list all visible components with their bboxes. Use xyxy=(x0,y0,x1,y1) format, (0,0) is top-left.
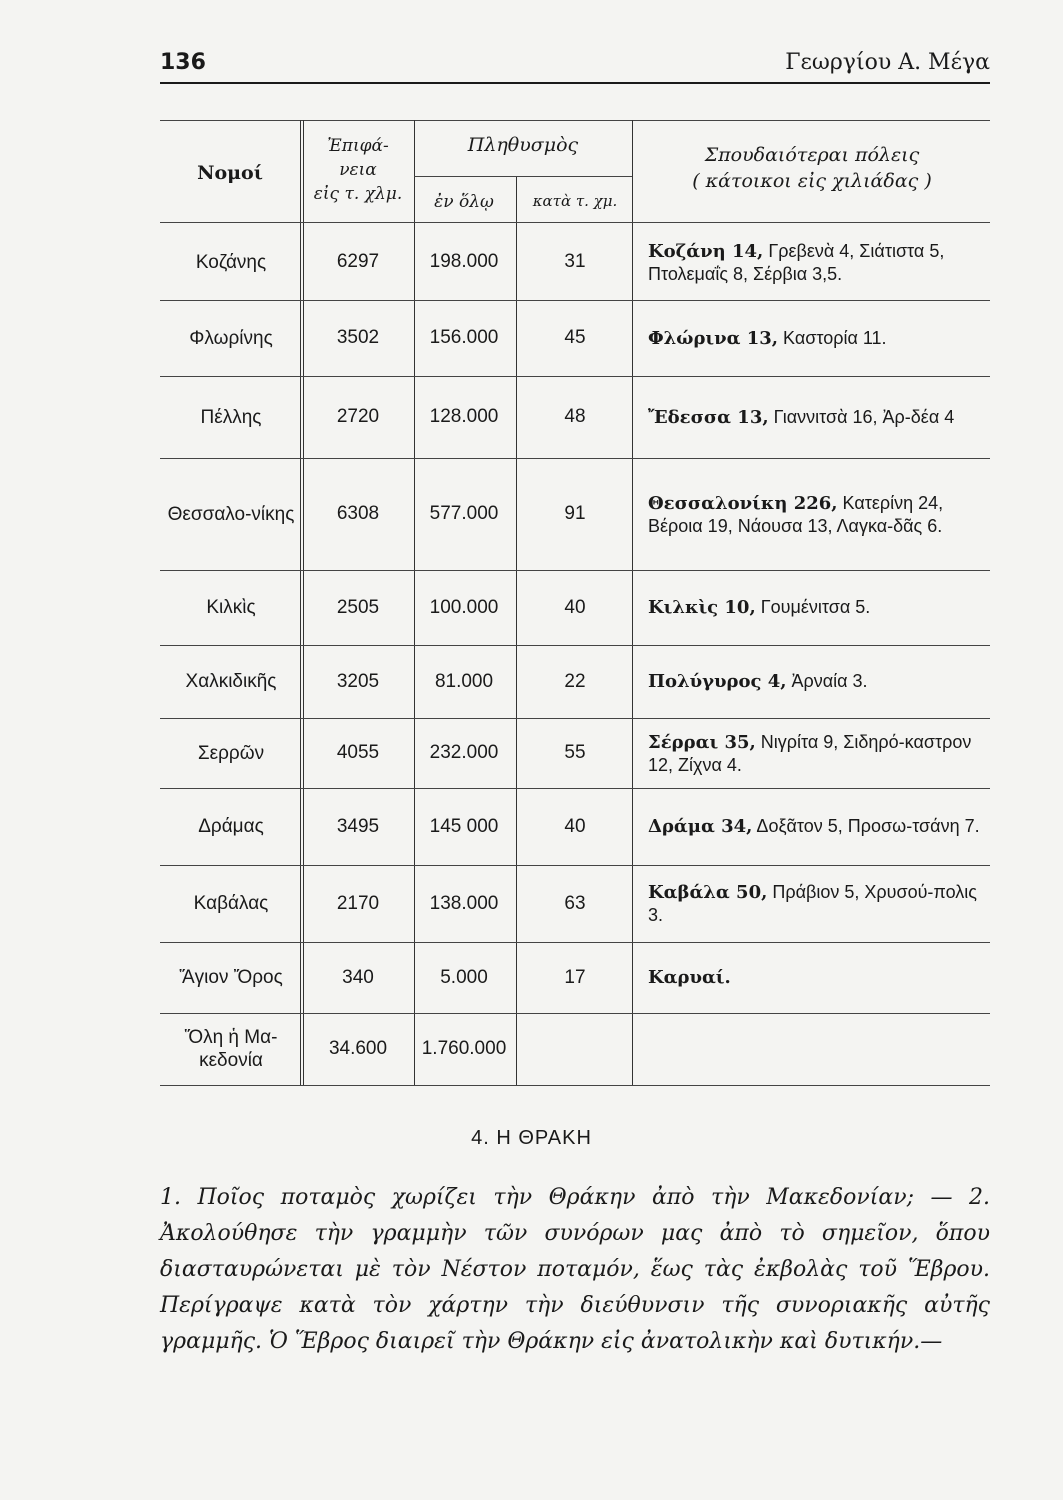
section-title: 4. Η ΘΡΑΚΗ xyxy=(471,1127,592,1149)
main-city: Κιλκὶς 10, xyxy=(648,597,756,618)
nomos-name: Χαλκιδικῆς xyxy=(185,671,277,692)
main-city: Θεσσαλονίκη 226, xyxy=(648,492,838,514)
main-city: Καβάλα 50, xyxy=(648,882,768,903)
nomos-name: Πέλλης xyxy=(200,406,262,428)
table-hline xyxy=(160,222,990,223)
nomos-name: Κιλκὶς xyxy=(206,597,256,618)
cities-cell xyxy=(648,570,990,645)
body-paragraph: 1. Ποῖος ποταμὸς χωρίζει τὴν Θράκην ἀπὸ τὴν Μακεδονίαν; — 2. Ἀκολούθησε τὴν γραμμὴν τῶν συνόρων μας ἀπὸ τὸ σημεῖον, ὅπου διασταυρώνεται μὲ τὸν Νέστον ποταμόν, ἕως τὰς ἐκβολὰς τοῦ Ἕβρου. Περίγραψε κατὰ τὸν χάρτην τὴν διεύθυνσιν τῆς συνοριακῆς αὐτῆς γραμμῆς. Ὁ Ἕβρος διαιρεῖ τὴν Θράκην εἰς ἀνατολικὴν καὶ δυτικήν.— xyxy=(160,1185,990,1354)
density-value: 63 xyxy=(564,892,586,914)
population-value: 5.000 xyxy=(440,966,488,988)
surface-value: 3495 xyxy=(336,815,380,837)
table-top-rule xyxy=(160,120,990,121)
population-value: 232.000 xyxy=(429,742,499,763)
header-population: Πληθυσμὸς xyxy=(467,134,579,156)
population-value: 156.000 xyxy=(429,327,499,348)
table-vline xyxy=(516,176,517,1085)
population-value: 198.000 xyxy=(429,251,499,272)
surface-value: 6308 xyxy=(336,503,380,524)
cities-cell xyxy=(648,645,990,718)
cities-cell xyxy=(648,224,990,300)
cities-cell xyxy=(648,942,990,1013)
cities-cell xyxy=(648,1013,990,1085)
density-value: 17 xyxy=(564,966,586,988)
surface-value: 3205 xyxy=(336,670,380,692)
population-value: 577.000 xyxy=(429,503,499,524)
population-value: 138.000 xyxy=(429,892,499,914)
cities-cell xyxy=(648,865,990,942)
surface-value: 4055 xyxy=(336,742,380,763)
main-city: Ἔδεσσα 13, xyxy=(648,406,769,428)
other-cities: Κατερίνη 24, Βέροια 19, Νάουσα 13, Λαγκα-δᾶς 6. xyxy=(648,492,944,536)
other-cities: Καστορία 11. xyxy=(778,327,887,348)
density-value: 40 xyxy=(564,815,586,837)
density-value: 55 xyxy=(564,742,586,763)
other-cities: Γουμένιτσα 5. xyxy=(755,597,871,617)
density-value: 45 xyxy=(564,327,586,348)
surface-value: 2720 xyxy=(336,406,380,427)
main-city: Φλώρινα 13, xyxy=(648,327,779,349)
cities-cell xyxy=(648,376,990,458)
main-city: Καρυαί. xyxy=(648,967,731,988)
table-vline xyxy=(632,120,633,1085)
density-value: 48 xyxy=(564,406,586,427)
page-number: 136 xyxy=(160,50,206,75)
nomos-name: Ἅγιον Ὄρος xyxy=(179,967,283,988)
cities-cell xyxy=(648,458,990,570)
other-cities: Γρεβενὰ 4, Σιάτιστα 5, Πτολεμαΐς 8, Σέρβια 3,5. xyxy=(648,240,945,284)
running-header-author: Γεωργίου Α. Μέγα xyxy=(785,50,990,75)
surface-value: 6297 xyxy=(336,251,380,272)
population-value: 128.000 xyxy=(429,406,499,427)
cities-cell xyxy=(648,718,990,788)
population-value: 1.760.000 xyxy=(421,1038,507,1059)
other-cities: Δοξᾶτον 5, Προσω-τσάνη 7. xyxy=(752,816,980,836)
header-rule xyxy=(160,82,990,84)
nomos-name: Δράμας xyxy=(198,816,264,837)
table-hline xyxy=(414,176,632,177)
population-value: 145 000 xyxy=(429,815,499,837)
other-cities: Πράβιον 5, Χρυσού-πολις 3. xyxy=(648,882,977,925)
surface-value: 3502 xyxy=(336,327,380,348)
density-value: 91 xyxy=(564,503,586,524)
main-city: Δράμα 34, xyxy=(648,816,753,837)
surface-value: 2170 xyxy=(336,892,380,914)
density-value: 40 xyxy=(564,596,586,618)
density-value: 31 xyxy=(564,251,586,272)
header-nomoi: Νομοί xyxy=(197,162,263,184)
nomos-name: Θεσσαλο-νίκης xyxy=(167,503,295,525)
surface-value: 2505 xyxy=(336,596,380,618)
nomos-name: Φλωρίνης xyxy=(189,327,273,349)
main-city: Σέρραι 35, xyxy=(648,731,756,753)
other-cities: Ἀρναία 3. xyxy=(786,671,868,691)
population-value: 81.000 xyxy=(434,670,494,692)
other-cities: Νιγρίτα 9, Σιδηρό-καστρον 12, Ζίχνα 4. xyxy=(648,731,972,775)
nomos-name: Σερρῶν xyxy=(197,742,265,764)
population-value: 100.000 xyxy=(429,596,499,618)
density-value: 22 xyxy=(564,670,586,692)
other-cities: Γιαννιτσὰ 16, Ἀρ-δέα 4 xyxy=(768,406,955,427)
header-main-cities: Σπουδαιότεραι πόλεις ( κάτοικοι εἰς χιλιάδας ) xyxy=(692,144,932,192)
nomos-name: Κοζάνης xyxy=(195,251,267,273)
nomos-name: Καβάλας xyxy=(193,893,269,914)
cities-cell xyxy=(648,788,990,865)
surface-value: 340 xyxy=(342,966,374,988)
header-population-total: ἐν ὅλῳ xyxy=(434,192,494,212)
cities-cell xyxy=(648,300,990,376)
row-separator xyxy=(160,1085,990,1086)
density-value xyxy=(518,1013,632,1085)
main-city: Πολύγυρος 4, xyxy=(648,671,787,692)
header-surface: Ἐπιφά- νεια εἰς τ. χλμ. xyxy=(313,136,403,204)
nomos-name: Ὅλη ἡ Μα-κεδονία xyxy=(184,1027,278,1071)
header-population-density: κατὰ τ. χμ. xyxy=(532,192,618,210)
surface-value: 34.600 xyxy=(328,1038,388,1059)
main-city: Κοζάνη 14, xyxy=(648,240,764,262)
